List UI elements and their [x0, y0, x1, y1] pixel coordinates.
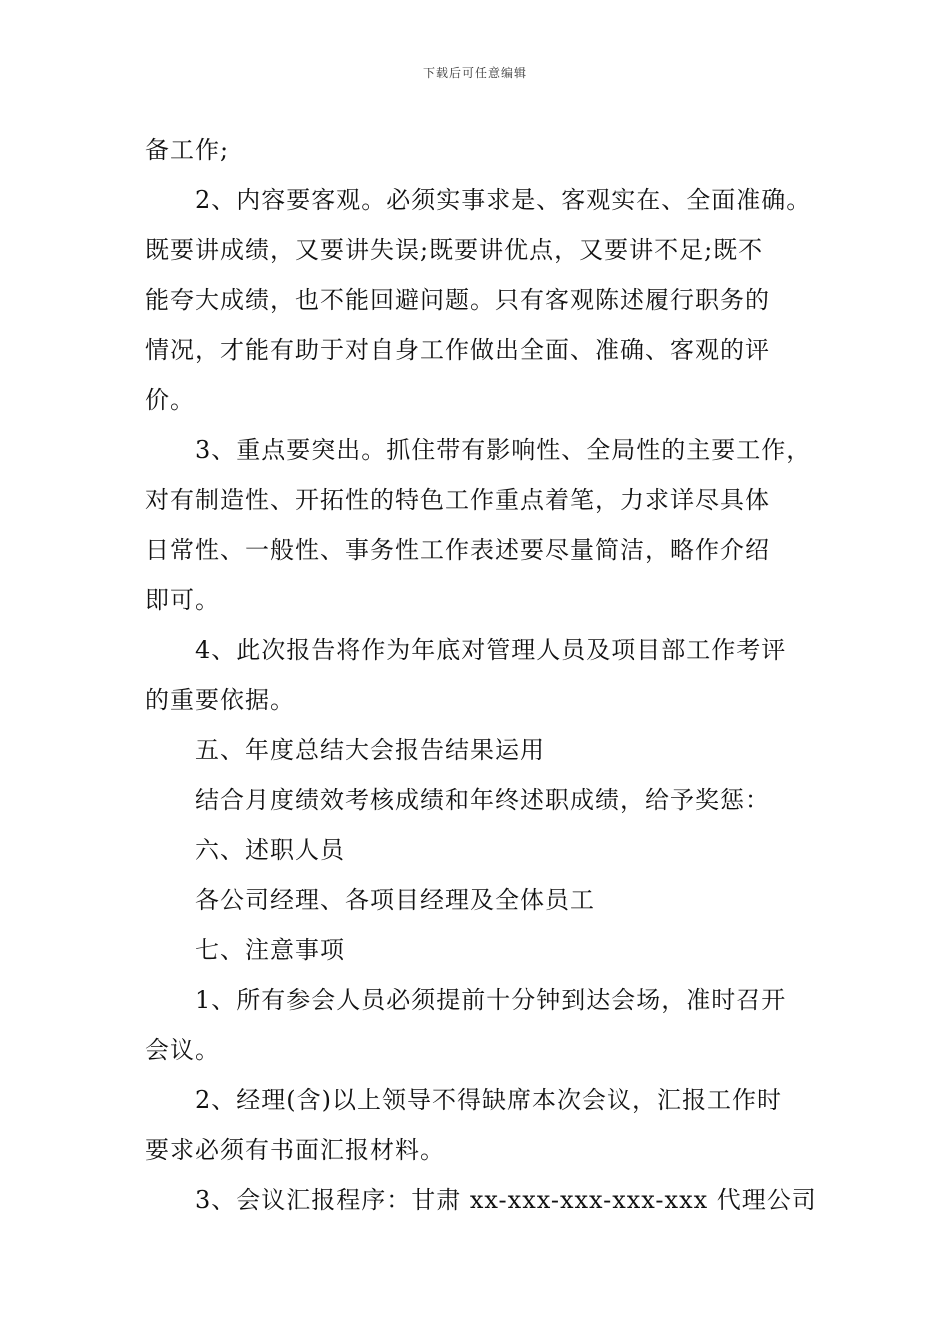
text-line: 价。: [145, 386, 195, 414]
text-line: 4、此次报告将作为年底对管理人员及项目部工作考评: [195, 636, 787, 664]
text-line: 结合月度绩效考核成绩和年终述职成绩，给予奖惩：: [195, 786, 770, 814]
text-line: 会议。: [145, 1036, 220, 1064]
text-line: 对有制造性、开拓性的特色工作重点着笔，力求详尽具体: [145, 486, 770, 514]
text-line: 要求必须有书面汇报材料。: [145, 1136, 445, 1164]
text-line: 即可。: [145, 586, 220, 614]
text-line: 情况，才能有助于对自身工作做出全面、准确、客观的评: [145, 336, 770, 364]
text-line: 2、内容要客观。必须实事求是、客观实在、全面准确。: [195, 186, 812, 214]
text-line: 3、重点要突出。抓住带有影响性、全局性的主要工作，: [195, 436, 812, 464]
text-line: 日常性、一般性、事务性工作表述要尽量简洁，略作介绍: [145, 536, 770, 564]
page-header-note: 下载后可任意编辑: [422, 66, 527, 80]
text-line: 能夸大成绩，也不能回避问题。只有客观陈述履行职务的: [145, 286, 770, 314]
text-line: 既要讲成绩，又要讲失误;既要讲优点，又要讲不足;既不: [145, 236, 764, 264]
text-line: 的重要依据。: [145, 686, 295, 714]
text-line: 3、会议汇报程序：甘肃 xx-xxx-xxx-xxx-xxx 代理公司: [195, 1186, 817, 1214]
text-line: 七、注意事项: [195, 936, 345, 964]
text-line: 2、经理(含)以上领导不得缺席本次会议，汇报工作时: [195, 1086, 782, 1114]
text-line: 五、年度总结大会报告结果运用: [195, 736, 545, 764]
text-line: 1、所有参会人员必须提前十分钟到达会场，准时召开: [195, 986, 787, 1014]
text-line: 各公司经理、各项目经理及全体员工: [195, 886, 595, 914]
document-body: [145, 125, 817, 1225]
text-line: 备工作;: [145, 136, 230, 164]
text-line: 六、述职人员: [195, 836, 345, 864]
